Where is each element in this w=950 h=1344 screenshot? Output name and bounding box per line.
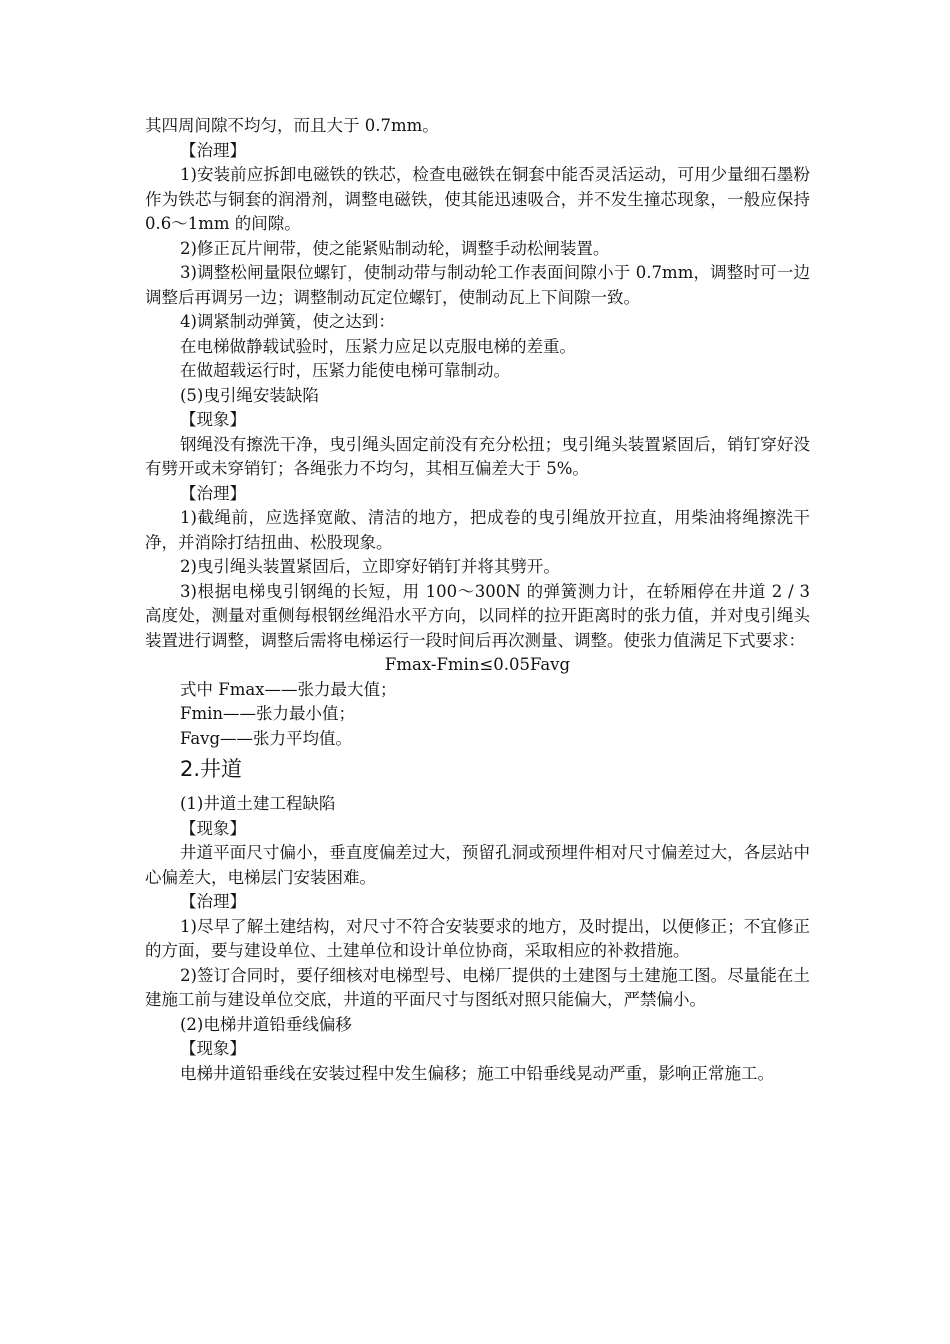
paragraph-treatment-1: 1)安装前应拆卸电磁铁的铁芯，检查电磁铁在铜套中能否灵活运动，可用少量细石墨粉作为铁芯与铜套的润滑剂，调整电磁铁，使其能迅速吸合，并不发生撞芯现象，一般应保持 0.6～1mm 的间隙。: [145, 165, 810, 233]
section-label-phenomenon: 【现象】: [180, 818, 246, 838]
subheading-plumb-line: (2)电梯井道铅垂线偏移: [180, 1014, 352, 1034]
formula-definition-fmin: Fmin——张力最小值；: [180, 704, 355, 723]
text-line-continuation: 其四周间隙不均匀，而且大于 0.7mm。: [145, 116, 439, 135]
paragraph-static-load: 在电梯做静载试验时，压紧力应足以克服电梯的差重。: [180, 336, 576, 356]
section-heading-shaft: 2.井道: [180, 757, 243, 781]
document-body: [145, 114, 810, 1086]
subheading-civil-defect: (1)井道土建工程缺陷: [180, 794, 336, 813]
section-label-treatment: 【治理】: [180, 140, 246, 160]
section-label-treatment: 【治理】: [180, 483, 246, 503]
paragraph-treatment-4: 4)调紧制动弹簧，使之达到：: [180, 312, 395, 331]
subheading-rope-defect: (5)曳引绳安装缺陷: [180, 385, 319, 405]
section-label-phenomenon: 【现象】: [180, 1039, 246, 1058]
paragraph-treatment-2: 2)修正瓦片闸带，使之能紧贴制动轮，调整手动松闸装置。: [180, 238, 610, 258]
paragraph-civil-treatment-2: 2)签订合同时，要仔细核对电梯型号、电梯厂提供的土建图与土建施工图。尽量能在土建施工前与建设单位交底，井道的平面尺寸与图纸对照只能偏大，严禁偏小。: [145, 965, 810, 1009]
paragraph-overload: 在做超载运行时，压紧力能使电梯可靠制动。: [180, 361, 510, 380]
section-label-phenomenon: 【现象】: [180, 410, 246, 429]
formula-definition-fmax: 式中 Fmax——张力最大值；: [180, 679, 397, 699]
paragraph-civil-phenomenon: 井道平面尺寸偏小，垂直度偏差过大，预留孔洞或预埋件相对尺寸偏差过大，各层站中心偏差大，电梯层门安装困难。: [145, 843, 810, 887]
formula-definition-favg: Favg——张力平均值。: [180, 728, 353, 748]
paragraph-rope-treatment-3: 3)根据电梯曳引钢绳的长短，用 100～300N 的弹簧测力计，在轿厢停在井道 2 / 3 高度处，测量对重侧每根钢丝绳沿水平方向，以同样的拉开距离时的张力值，并对曳引绳头装置进行调整，调整后需将电梯运行一段时间后再次测量、调整。使张力值满足下式要求：: [145, 581, 810, 650]
paragraph-rope-treatment-2: 2)曳引绳头装置紧固后，立即穿好销钉并将其劈开。: [180, 557, 560, 576]
formula: Fmax-Fmin≤0.05Favg: [384, 655, 571, 674]
paragraph-rope-treatment-1: 1)截绳前，应选择宽敞、清洁的地方，把成卷的曳引绳放开拉直，用柴油将绳擦洗干净，并消除打结扭曲、松股现象。: [145, 508, 810, 552]
paragraph-rope-phenomenon: 钢绳没有擦洗干净，曳引绳头固定前没有充分松扭；曳引绳头装置紧固后，销钉穿好没有劈开或未穿销钉；各绳张力不均匀，其相互偏差大于 5%。: [145, 434, 810, 478]
paragraph-plumb-phenomenon: 电梯井道铅垂线在安装过程中发生偏移；施工中铅垂线晃动严重，影响正常施工。: [180, 1063, 774, 1083]
section-label-treatment: 【治理】: [180, 892, 246, 911]
paragraph-civil-treatment-1: 1)尽早了解土建结构，对尺寸不符合安装要求的地方，及时提出，以便修正；不宜修正的方面，要与建设单位、土建单位和设计单位协商，采取相应的补救措施。: [145, 916, 810, 960]
paragraph-treatment-3: 3)调整松闸量限位螺钉，使制动带与制动轮工作表面间隙小于 0.7mm，调整时可一边调整后再调另一边；调整制动瓦定位螺钉，使制动瓦上下间隙一致。: [145, 263, 810, 307]
